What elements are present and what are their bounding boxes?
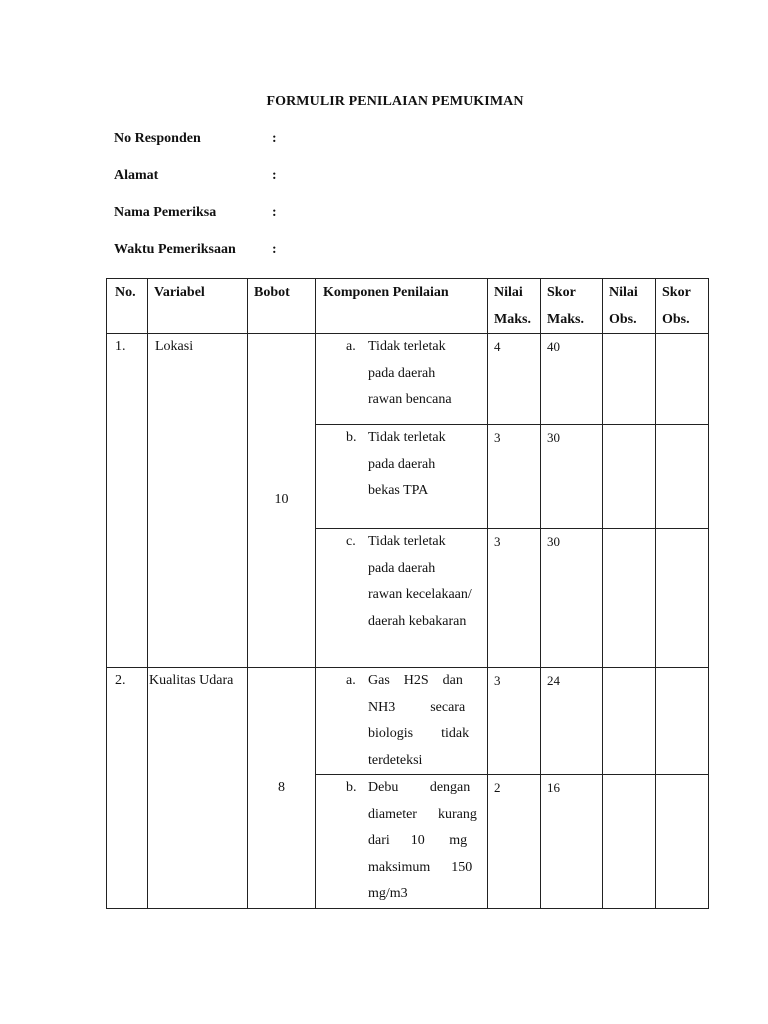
field-no-responden	[114, 131, 277, 147]
weight-value: 8	[248, 668, 316, 909]
header-nilai-obs: Nilai Obs.	[603, 279, 656, 334]
variable-name: Kualitas Udara	[148, 668, 248, 909]
item-marker: c.	[346, 534, 356, 549]
component-item: a. Tidak terletak pada daerah rawan bencana	[316, 334, 488, 425]
field-colon: :	[272, 131, 277, 146]
skor-maks: 30	[541, 425, 603, 529]
assessment-table	[106, 278, 709, 909]
skor-maks: 24	[541, 668, 603, 775]
nilai-obs-cell[interactable]	[603, 529, 656, 668]
nilai-maks: 3	[488, 425, 541, 529]
field-colon: :	[272, 205, 277, 220]
skor-obs-cell[interactable]	[656, 775, 709, 909]
skor-maks: 16	[541, 775, 603, 909]
field-alamat	[114, 168, 277, 184]
field-colon: :	[272, 242, 277, 257]
skor-obs-cell[interactable]	[656, 529, 709, 668]
row-number: 1.	[107, 334, 148, 668]
table-header-row	[107, 279, 709, 334]
skor-obs-cell[interactable]	[656, 334, 709, 425]
component-item: c. Tidak terletak pada daerah rawan kecelakaan/ daerah kebakaran	[316, 529, 488, 668]
field-label: No Responden	[114, 131, 201, 146]
field-label: Nama Pemeriksa	[114, 205, 217, 220]
skor-obs-cell[interactable]	[656, 425, 709, 529]
nilai-obs-cell[interactable]	[603, 334, 656, 425]
field-colon: :	[272, 168, 277, 183]
nilai-obs-cell[interactable]	[603, 775, 656, 909]
nilai-maks: 4	[488, 334, 541, 425]
field-nama-pemeriksa	[114, 205, 277, 221]
header-variabel: Variabel	[148, 279, 248, 334]
skor-maks: 40	[541, 334, 603, 425]
row-number: 2.	[107, 668, 148, 909]
header-skor-obs: Skor Obs.	[656, 279, 709, 334]
component-item: b. Tidak terletak pada daerah bekas TPA	[316, 425, 488, 529]
header-no: No.	[107, 279, 148, 334]
variable-name: Lokasi	[148, 334, 248, 668]
item-marker: b.	[346, 780, 357, 795]
header-bobot: Bobot	[248, 279, 316, 334]
nilai-obs-cell[interactable]	[603, 668, 656, 775]
skor-maks: 30	[541, 529, 603, 668]
field-label: Waktu Pemeriksaan	[114, 242, 236, 257]
field-label: Alamat	[114, 168, 159, 183]
component-item: b. Debu dengan diameter kurang dari 10 mg maksimum 150 mg/m3	[316, 775, 488, 909]
nilai-maks: 2	[488, 775, 541, 909]
skor-obs-cell[interactable]	[656, 668, 709, 775]
item-marker: a.	[346, 339, 356, 354]
component-item: a. Gas H2S dan NH3 secara biologis tidak terdeteksi	[316, 668, 488, 775]
header-skor-maks: Skor Maks.	[541, 279, 603, 334]
table-row	[107, 334, 709, 425]
item-marker: a.	[346, 673, 356, 688]
field-waktu-pemeriksaan	[114, 242, 277, 258]
nilai-obs-cell[interactable]	[603, 425, 656, 529]
weight-value: 10	[248, 334, 316, 668]
nilai-maks: 3	[488, 668, 541, 775]
form-title: FORMULIR PENILAIAN PEMUKIMAN	[266, 94, 524, 109]
item-marker: b.	[346, 430, 357, 445]
nilai-maks: 3	[488, 529, 541, 668]
header-nilai-maks: Nilai Maks.	[488, 279, 541, 334]
table-row	[107, 668, 709, 775]
header-komponen: Komponen Penilaian	[316, 279, 488, 334]
